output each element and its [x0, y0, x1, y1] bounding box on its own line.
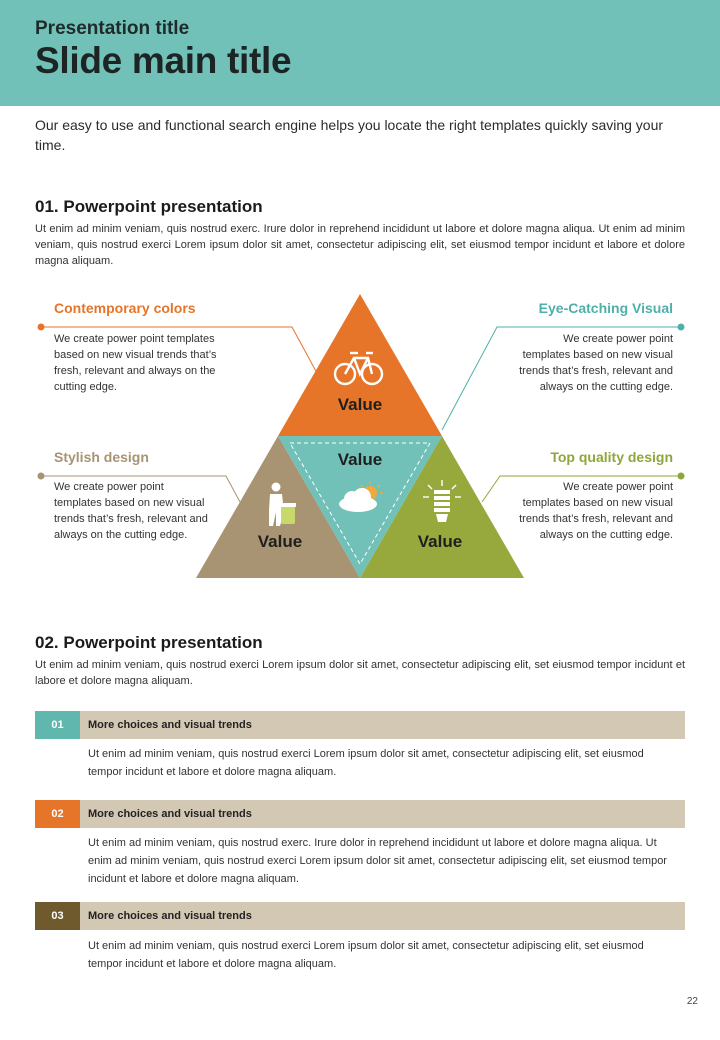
item-title-top-quality-design: Top quality design: [550, 449, 673, 465]
item-title-stylish-design: Stylish design: [54, 449, 149, 465]
slide-main-title: Slide main title: [35, 40, 292, 81]
list-text-03: Ut enim ad minim veniam, quis nostrud exerci Lorem ipsum dolor sit amet, consectetur adipiscing elit, set eiusmod tempor incidunt et labore et dolore magna aliquam.: [88, 940, 644, 970]
page-number: 22: [686, 996, 698, 1007]
item-text-stylish-design: We create power point templates based on new visual trends that’s fresh, relevant and always on the cutting edge.: [54, 481, 208, 541]
connector-dot-eye-catching: [678, 324, 685, 331]
connector-top-quality: [482, 476, 681, 502]
connector-stylish: [41, 476, 240, 502]
value-label-center: Value: [337, 450, 383, 469]
list-header-03: [80, 902, 685, 930]
item-text-top-quality-design: We create power point templates based on new visual trends that’s fresh, relevant and always on the cutting edge.: [519, 481, 673, 541]
section-1-body: Ut enim ad minim veniam, quis nostrud exerc. Irure dolor in reprehend incididunt ut labore et dolore magna aliqua. Ut enim ad minim veniam, quis nostrud exerci Lorem ipsum dolor sit amet, consectetur adipiscing elit, set eiusmod tempor incidunt et labore et dolore magna aliquam.: [35, 223, 685, 267]
list-number-03: 03: [35, 902, 80, 930]
list-number-01: 01: [35, 711, 80, 739]
section-2-body: Ut enim ad minim veniam, quis nostrud exerci Lorem ipsum dolor sit amet, consectetur adipiscing elit, set eiusmod tempor incidunt et labore et dolore magna aliquam.: [35, 659, 685, 687]
intro-text: Our easy to use and functional search engine helps you locate the right templates quickly saving your time.: [35, 117, 664, 153]
list-label-03: More choices and visual trends: [88, 910, 252, 922]
value-label-left: Value: [257, 532, 303, 551]
triangle-value-diagram: [0, 280, 720, 590]
value-label-top: Value: [337, 395, 383, 414]
list-header-02: [80, 800, 685, 828]
item-title-contemporary-colors: Contemporary colors: [54, 300, 196, 316]
list-header-01: [80, 711, 685, 739]
connector-contemporary: [41, 327, 318, 375]
list-label-02: More choices and visual trends: [88, 808, 252, 820]
section-2-title: 02. Powerpoint presentation: [35, 633, 263, 652]
value-label-right: Value: [417, 532, 463, 551]
list-text-02: Ut enim ad minim veniam, quis nostrud exerc. Irure dolor in reprehend incididunt ut labore et dolore magna aliqua. Ut enim ad minim veniam, quis nostrud exerci Lorem ipsum dolor sit amet, consectetur adipiscing elit, set eiusmod tempor incidunt et labore et dolore magna aliquam.: [88, 837, 667, 885]
connector-dot-top-quality: [678, 473, 685, 480]
list-text-01: Ut enim ad minim veniam, quis nostrud exerci Lorem ipsum dolor sit amet, consectetur adipiscing elit, set eiusmod tempor incidunt et labore et dolore magna aliquam.: [88, 748, 644, 778]
list-label-01: More choices and visual trends: [88, 719, 252, 731]
connector-eye-catching: [442, 327, 681, 430]
item-text-contemporary-colors: We create power point templates based on new visual trends that’s fresh, relevant and always on the cutting edge.: [54, 333, 217, 393]
connector-dot-contemporary: [38, 324, 45, 331]
presentation-title: Presentation title: [35, 18, 190, 39]
item-title-eye-catching-visual: Eye-Catching Visual: [538, 300, 673, 316]
item-text-eye-catching-visual: We create power point templates based on new visual trends that’s fresh, relevant and always on the cutting edge.: [519, 333, 673, 393]
triangle-top-orange: [278, 294, 442, 436]
header-band: [0, 0, 720, 106]
list-number-02: 02: [35, 800, 80, 828]
connector-dot-stylish: [38, 473, 45, 480]
section-1-title: 01. Powerpoint presentation: [35, 197, 263, 216]
